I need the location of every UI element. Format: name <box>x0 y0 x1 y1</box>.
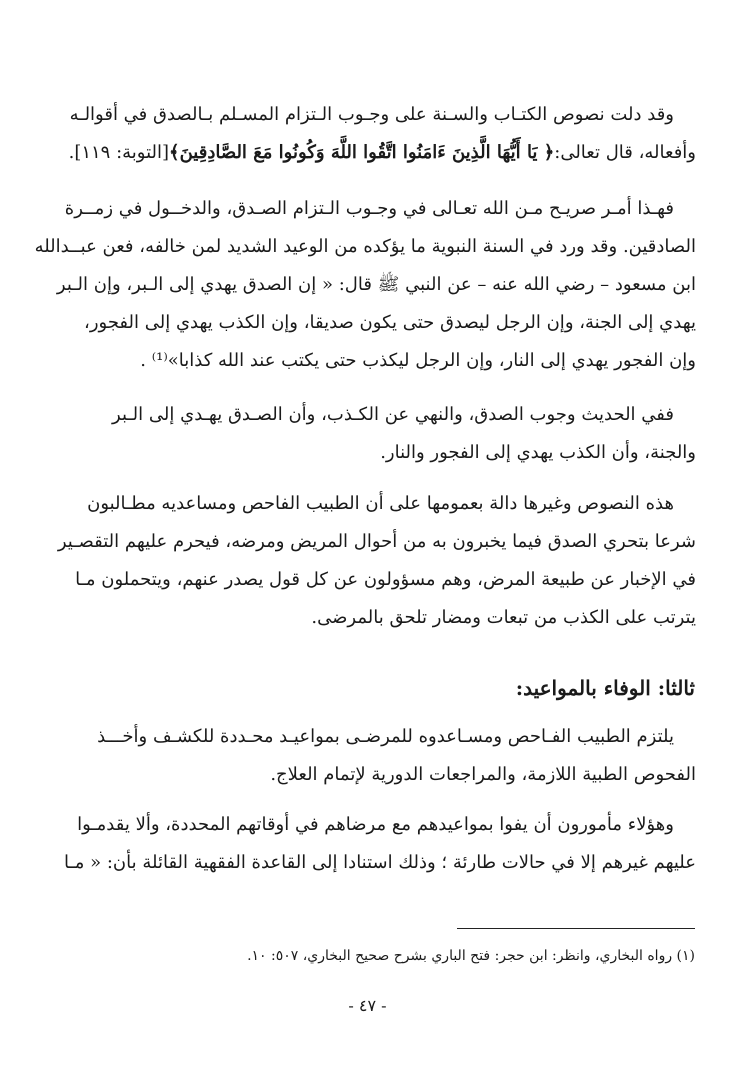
paragraph-line: فهـذا أمـر صريـح مـن الله تعـالى في وجـوب الـتزام الصـدق، والدخــول في زمــرة <box>64 198 674 219</box>
paragraph-line: يترتب على الكذب من تبعات ومضار تلحق بالمرضى. <box>311 607 696 628</box>
quran-verse: ﴿ يَا أَيُّهَا الَّذِينَ ءَامَنُوا اتَّقُوا اللَّهَ وَكُونُوا مَعَ الصَّادِقِينَ﴾ <box>169 142 555 163</box>
paragraph-line: ففي الحديث وجوب الصدق، والنهي عن الكـذب، وأن الصـدق يهـدي إلى الـبر <box>112 404 674 425</box>
paragraph-line <box>68 134 696 172</box>
footnote-divider <box>457 928 695 929</box>
page-number: - ٤٧ - <box>348 996 387 1015</box>
footnote: (١) رواه البخاري، وانظر: ابن حجر: فتح الباري بشرح صحيح البخاري، ٥٠٧: ١٠. <box>247 948 695 964</box>
paragraph-physician-duty <box>57 485 696 637</box>
paragraph-line: عليهم غيرهم إلا في حالات طارئة ؛ وذلك استنادا إلى القاعدة الفقهية القائلة بأن: « مـا <box>63 852 696 873</box>
paragraph-line: الصادقين. وقد ورد في السنة النبوية ما يؤكده من الوعيد الشديد لمن خالفه، فعن عبــدالله <box>34 236 696 257</box>
paragraph-line: ابن مسعود – رضي الله عنه – عن النبي ﷺ قال: « إن الصدق يهدي إلى الـبر، وإن الـبر <box>56 274 696 295</box>
paragraph-line: وإن الفجور يهدي إلى النار، وإن الرجل ليكذب حتى يكتب عند الله كذابا»⁽¹⁾ . <box>140 350 696 371</box>
paragraph-appointments <box>97 718 696 794</box>
paragraph-obligation <box>63 806 696 882</box>
paragraph-truthfulness-texts <box>68 96 696 172</box>
paragraph-line: وهؤلاء مأمورون أن يفوا بمواعيدهم مع مرضاهم في أوقاتهم المحددة، وألا يقدمـوا <box>77 814 674 835</box>
quote-lead: وأفعاله، قال تعالى: <box>554 142 696 163</box>
paragraph-hadith <box>34 190 696 380</box>
paragraph-line: يلتزم الطبيب الفـاحص ومسـاعدوه للمرضـى بمواعيـد محـددة للكشـف وأخـــذ <box>97 726 674 747</box>
paragraph-line: والجنة، وأن الكذب يهدي إلى الفجور والنار. <box>380 442 696 463</box>
paragraph-line: شرعا بتحري الصدق فيما يخبرون به من أحوال المريض ومرضه، فيحرم عليهم التقصـير <box>57 531 696 552</box>
verse-reference: [التوبة: ١١٩]. <box>68 142 170 163</box>
paragraph-line: هذه النصوص وغيرها دالة بعمومها على أن الطبيب الفاحص ومساعديه مطـالبون <box>87 493 674 514</box>
paragraph-hadith-meaning <box>100 396 696 472</box>
section-heading: ثالثا: الوفاء بالمواعيد: <box>515 676 695 700</box>
paragraph-line: وقد دلت نصوص الكتـاب والسـنة على وجـوب الـتزام المسـلم بـالصدق في أقوالـه <box>69 104 674 125</box>
paragraph-line: الفحوص الطبية اللازمة، والمراجعات الدورية لإتمام العلاج. <box>270 764 696 785</box>
paragraph-line: في الإخبار عن طبيعة المرض، وهم مسؤولون عن كل قول يصدر عنهم، ويتحملون مـا <box>75 569 696 590</box>
paragraph-line: يهدي إلى الجنة، وإن الرجل ليصدق حتى يكون صديقا، وإن الكذب يهدي إلى الفجور، <box>84 312 696 333</box>
